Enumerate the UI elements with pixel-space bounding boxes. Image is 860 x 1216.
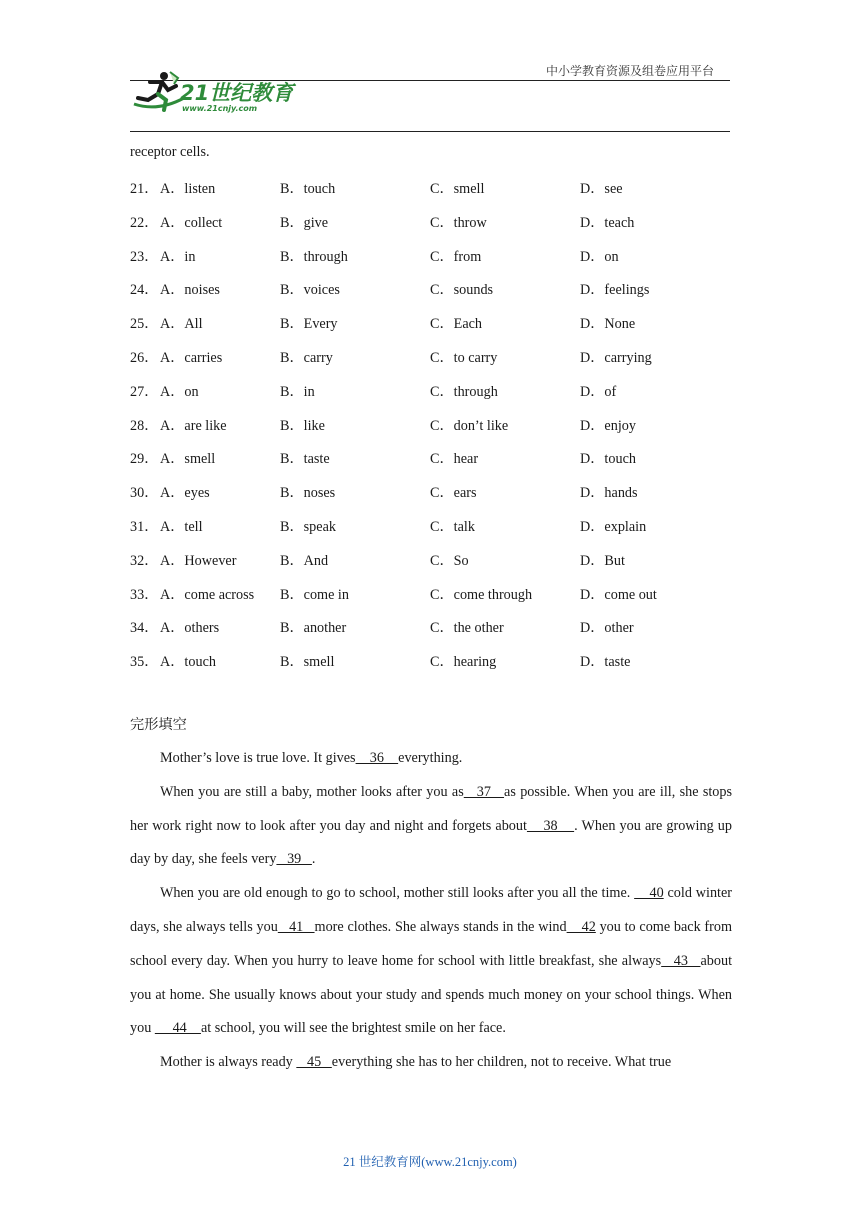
question-number: 26．: [130, 349, 159, 366]
question-number: 33．: [130, 586, 159, 603]
option-d: D．But: [580, 552, 625, 569]
option-d: D．feelings: [580, 282, 650, 299]
option-b: B．Every: [280, 316, 338, 333]
question-row: [130, 443, 732, 477]
blank-45: 45: [296, 1054, 332, 1071]
question-number: 29．: [130, 451, 159, 468]
option-a: A．noises: [160, 282, 220, 299]
option-d: D．on: [580, 248, 619, 265]
option-d: D．hands: [580, 485, 638, 502]
svg-text:21世纪教育: 21世纪教育: [180, 81, 294, 105]
question-row: [130, 308, 732, 342]
option-d: D．enjoy: [580, 417, 636, 434]
question-row: [130, 545, 732, 579]
option-d: D．see: [580, 181, 623, 197]
question-row: [130, 579, 732, 613]
option-c: C．from: [430, 248, 482, 265]
header-bottom-divider: [130, 131, 730, 132]
option-a: A．others: [160, 620, 220, 637]
blank-36: 36: [355, 750, 399, 766]
option-c: C．smell: [430, 181, 485, 197]
text: you to come back from school every day. When you hurry to leave home for school with little breakfast, she always: [130, 918, 733, 969]
text: everything.: [398, 750, 463, 766]
svg-text:www.21cnjy.com: www.21cnjy.com: [182, 104, 258, 113]
text: more clothes. She always stands in the wind: [314, 918, 567, 935]
option-c: C．talk: [430, 518, 475, 535]
question-number: 31．: [130, 518, 159, 535]
paragraph-1: [130, 742, 732, 776]
question-row: [130, 376, 732, 410]
option-a: A．eyes: [160, 485, 210, 502]
question-number: 25．: [130, 316, 159, 333]
question-row: [130, 241, 732, 275]
option-d: D．carrying: [580, 349, 652, 366]
question-number: 34．: [130, 620, 159, 637]
option-c: C．through: [430, 383, 498, 400]
question-row: [130, 207, 732, 241]
question-list: [130, 140, 732, 680]
question-row: [130, 173, 732, 207]
text: .: [311, 851, 316, 868]
question-number: 27．: [130, 383, 159, 400]
question-number: 24．: [130, 282, 159, 299]
option-b: B．smell: [280, 654, 335, 671]
option-d: D．taste: [580, 654, 631, 671]
text: at school, you will see the brightest smile on her face.: [200, 1020, 506, 1037]
option-b: B．noses: [280, 485, 336, 502]
option-d: D．of: [580, 383, 617, 400]
option-a: A．in: [160, 248, 196, 265]
logo-runner-icon: [128, 68, 298, 116]
option-c: C．So: [430, 552, 469, 569]
text: Mother is always ready: [160, 1054, 297, 1071]
paragraph-2: [130, 776, 732, 877]
option-b: B．another: [280, 620, 347, 637]
option-d: D．come out: [580, 586, 657, 603]
option-b: B．like: [280, 417, 325, 434]
text: . When you are growing up day by day, she feels very: [130, 817, 732, 868]
option-c: C．hearing: [430, 654, 497, 671]
option-c: C．the other: [430, 620, 504, 637]
lead-text: receptor cells.: [130, 144, 210, 160]
question-row: [130, 274, 732, 308]
option-a: A．All: [160, 316, 203, 333]
option-b: B．speak: [280, 518, 336, 535]
site-name: 中小学教育资源及组卷应用平台: [545, 64, 714, 78]
text: about you at home. She usually knows about your study and spends much money on your school things. When you: [130, 952, 733, 1037]
blank-37: 37: [463, 783, 505, 800]
option-a: A．smell: [160, 451, 216, 468]
option-b: B．And: [280, 552, 329, 569]
option-b: B．carry: [280, 349, 333, 366]
blank-41: 41: [277, 918, 315, 935]
question-number: 23．: [130, 248, 159, 265]
text: cold winter days, she always tells you: [130, 885, 733, 935]
option-c: C．ears: [430, 485, 477, 502]
paragraph-4: [130, 1046, 732, 1080]
question-number: 21．: [130, 181, 159, 197]
option-a: A．on: [160, 383, 199, 400]
text: Mother’s love is true love. It gives: [160, 750, 356, 766]
option-d: D．teach: [580, 214, 635, 231]
blank-38: 38: [526, 817, 575, 834]
logo: [128, 68, 298, 116]
cloze-passage: [130, 742, 732, 1080]
option-a: A．collect: [160, 214, 223, 231]
question-number: 22．: [130, 214, 159, 231]
question-number: 32．: [130, 552, 159, 569]
question-number: 28．: [130, 417, 159, 434]
option-d: D．other: [580, 620, 634, 637]
option-a: A．tell: [160, 518, 203, 535]
option-a: A．come across: [160, 586, 255, 603]
option-b: B．touch: [280, 181, 336, 197]
section-title: 完形填空: [130, 717, 187, 733]
question-row: [130, 612, 732, 646]
text: everything she has to her children, not to receive. What true: [331, 1054, 672, 1071]
blank-40: 40: [634, 885, 664, 902]
option-b: B．come in: [280, 586, 349, 603]
text: as possible. When you are ill, she stops her work right now to look after you day and night and forgets about: [130, 783, 733, 834]
option-d: D．explain: [580, 518, 647, 535]
question-row: [130, 342, 732, 376]
blank-39: 39: [276, 851, 312, 868]
option-a: A．listen: [160, 181, 216, 197]
question-row: [130, 410, 732, 444]
option-c: C．to carry: [430, 349, 498, 366]
option-d: D．None: [580, 316, 636, 333]
question-row: [130, 511, 732, 545]
text: When you are old enough to go to school, mother still looks after you all the time.: [160, 885, 635, 902]
question-row: [130, 477, 732, 511]
option-a: A．are like: [160, 417, 227, 434]
paragraph-3: [130, 877, 732, 1046]
question-row: [130, 646, 732, 680]
option-b: B．in: [280, 383, 315, 400]
option-c: C．sounds: [430, 282, 494, 299]
option-c: C．hear: [430, 451, 479, 468]
option-a: A．However: [160, 552, 237, 569]
option-a: A．touch: [160, 654, 216, 671]
question-number: 35．: [130, 654, 159, 671]
blank-44: 44: [154, 1020, 201, 1037]
option-c: C．come through: [430, 586, 533, 603]
blank-42: 42: [566, 918, 596, 935]
option-a: A．carries: [160, 349, 223, 366]
question-number: 30．: [130, 485, 159, 502]
option-c: C．throw: [430, 214, 487, 231]
option-c: C．Each: [430, 316, 483, 333]
option-b: B．give: [280, 214, 329, 231]
option-b: B．taste: [280, 451, 330, 468]
blank-43: 43: [661, 952, 701, 969]
footer-link[interactable]: 21 世纪教育网(www.21cnjy.com): [343, 1155, 517, 1169]
option-c: C．don’t like: [430, 417, 509, 434]
option-b: B．through: [280, 248, 348, 265]
text: When you are still a baby, mother looks after you as: [160, 783, 464, 800]
option-b: B．voices: [280, 282, 340, 299]
option-d: D．touch: [580, 451, 636, 468]
